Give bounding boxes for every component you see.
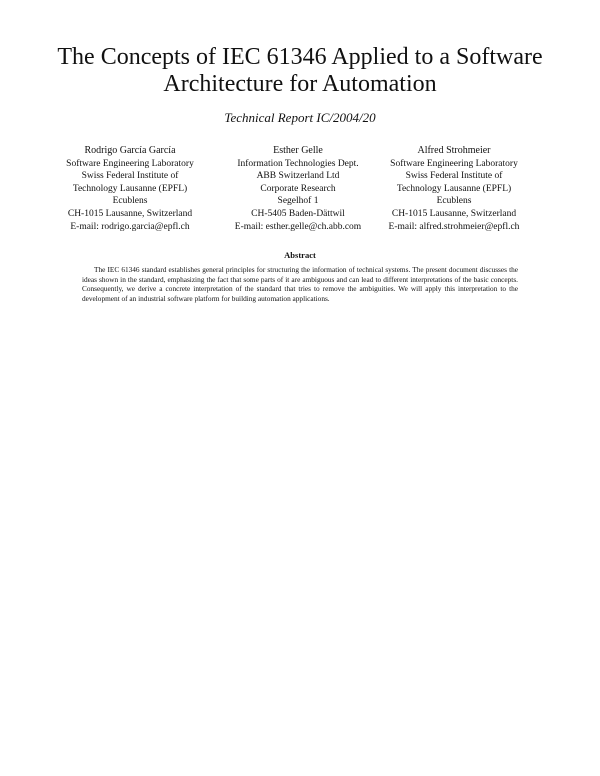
author-block [40, 145, 560, 235]
author-affiliation-line: CH-1015 Lausanne, Switzerland [67, 208, 193, 219]
paper-title-line-2: Architecture for Automation [163, 71, 437, 97]
report-number: Technical Report IC/2004/20 [224, 110, 376, 125]
author-email: E-mail: esther.gelle@ch.abb.com [234, 221, 362, 232]
author-affiliation [364, 145, 544, 233]
author-affiliation-line: Ecublens [436, 196, 472, 207]
author-affiliation-line: Information Technologies Dept. [237, 158, 359, 169]
author-affiliation-line: ABB Switzerland Ltd [256, 171, 340, 182]
abstract-text: The IEC 61346 standard establishes general principles for structuring the information of technical systems. The present document discusses the ideas shown in the standard, emphasizing the fact that some parts of it are ambiguous and can lead to different interpretations of the basic concepts. Consequently, we derive a concrete interpretation of the standard that tries to remove the ambiguities. We will apply this interpretation to the development of an industrial software platform for building automation applications. [82, 265, 518, 304]
author-affiliation-line: Software Engineering Laboratory [390, 158, 518, 169]
paper-title-line-1: The Concepts of IEC 61346 Applied to a Software [57, 44, 543, 70]
author-affiliation-line: Segelhof 1 [277, 196, 319, 207]
abstract-heading: Abstract [284, 250, 316, 260]
author-affiliation-line: Swiss Federal Institute of [81, 171, 179, 182]
author-affiliation-line: Software Engineering Laboratory [66, 158, 194, 169]
author-affiliation-line: Ecublens [112, 196, 148, 207]
author-affiliation-line: Swiss Federal Institute of [405, 171, 503, 182]
paper-title [30, 44, 570, 98]
author-name: Alfred Strohmeier [417, 145, 491, 156]
author-affiliation-line: Technology Lausanne (EPFL) [72, 183, 188, 194]
author-name: Esther Gelle [273, 145, 323, 156]
author-name: Rodrigo García García [84, 145, 176, 156]
author-email: E-mail: alfred.strohmeier@epfl.ch [388, 221, 520, 232]
author-affiliation [40, 145, 220, 233]
author-affiliation [208, 145, 388, 233]
author-affiliation-line: Technology Lausanne (EPFL) [396, 183, 512, 194]
author-affiliation-line: CH-1015 Lausanne, Switzerland [391, 208, 517, 219]
author-affiliation-line: CH-5405 Baden-Dättwil [251, 208, 345, 219]
author-email: E-mail: rodrigo.garcia@epfl.ch [70, 221, 190, 232]
author-affiliation-line: Corporate Research [260, 183, 336, 194]
